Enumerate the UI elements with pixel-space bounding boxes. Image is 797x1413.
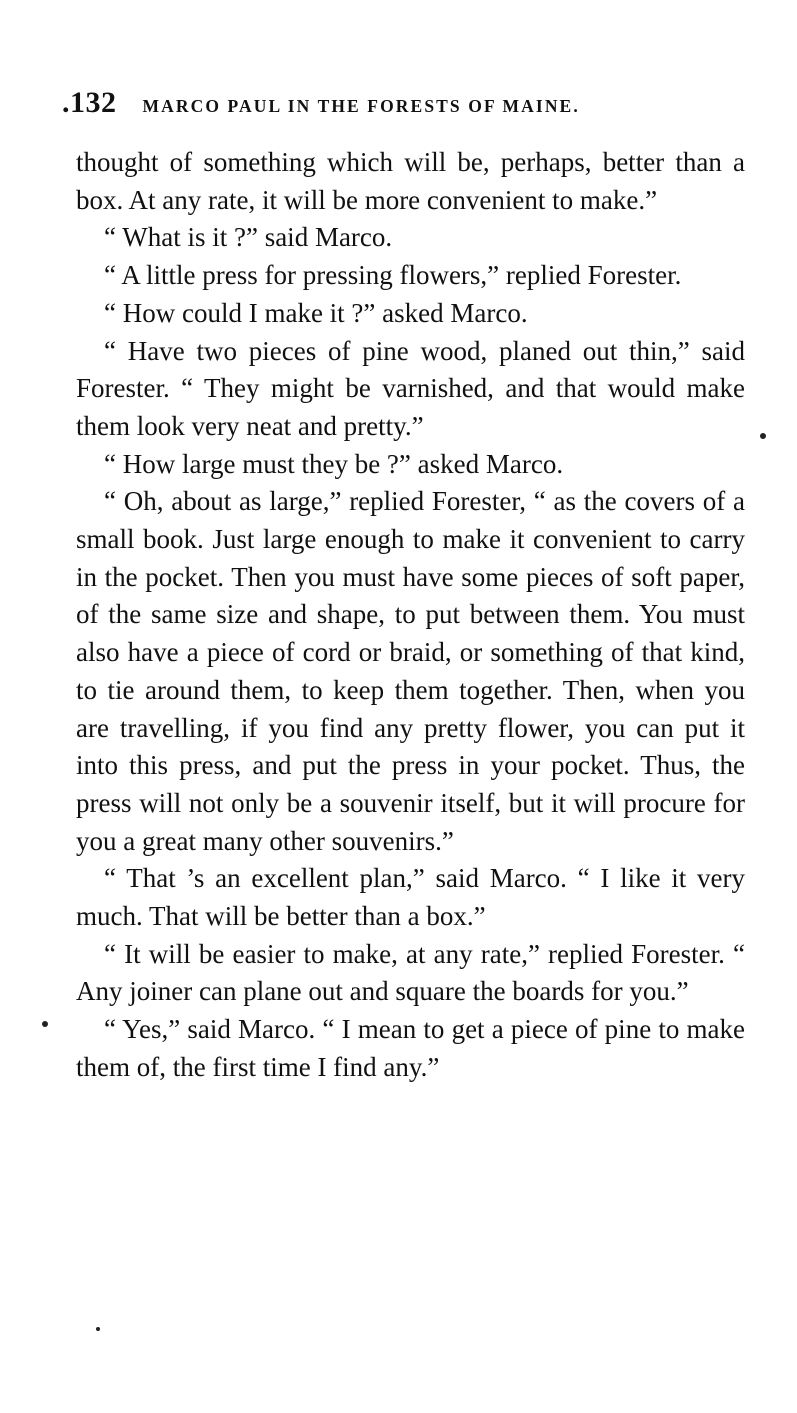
- paragraph: “ It will be easier to make, at any rate,” replied Forester. “ Any joiner can plane out and square the boards for you.”: [76, 938, 745, 1007]
- ink-speck: [42, 1021, 48, 1027]
- paragraph: “ A little press for pressing flowers,” replied Forester.: [104, 260, 682, 291]
- paragraph: “ How large must they be ?” asked Marco.: [104, 448, 564, 479]
- paragraph: “ That ’s an excellent plan,” said Marco. “ I like it very much. That will be better than a box.”: [76, 863, 745, 932]
- paragraph: “ Have two pieces of pine wood, planed out thin,” said Forester. “ They might be varnished, and that would make them look very neat and pretty.”: [76, 335, 745, 441]
- paragraph: “ What is it ?” said Marco.: [104, 222, 393, 253]
- paragraph: “ Yes,” said Marco. “ I mean to get a piece of pine to make them of, the first time I find any.”: [76, 1014, 745, 1082]
- paragraph: “ Oh, about as large,” replied Forester, “ as the covers of a small book. Just large enough to make it convenient to carry in the pocket. Then you must have some pieces of soft paper, of the same size and shape, to put between them. You must also have a piece of cord or braid, or something of that kind, to tie around them, to keep them together. Then, when you are travelling, if you find any pretty flower, you can put it into this press, and put the press in your pocket. Thus, the press will not only be a souvenir itself, but it will procure for you a great many other souvenirs.”: [76, 486, 745, 856]
- running-title: MARCO PAUL IN THE FORESTS OF MAINE.: [142, 96, 580, 116]
- paragraph: thought of something which will be, perhaps, better than a box. At any rate, it will be more convenient to make.”: [76, 147, 745, 215]
- page-number: .132: [62, 86, 117, 119]
- ink-speck: [760, 433, 766, 439]
- paragraph: “ How could I make it ?” asked Marco.: [104, 297, 528, 328]
- body-text: [76, 144, 745, 1087]
- page-header: [62, 86, 762, 122]
- ink-speck: [96, 1327, 100, 1331]
